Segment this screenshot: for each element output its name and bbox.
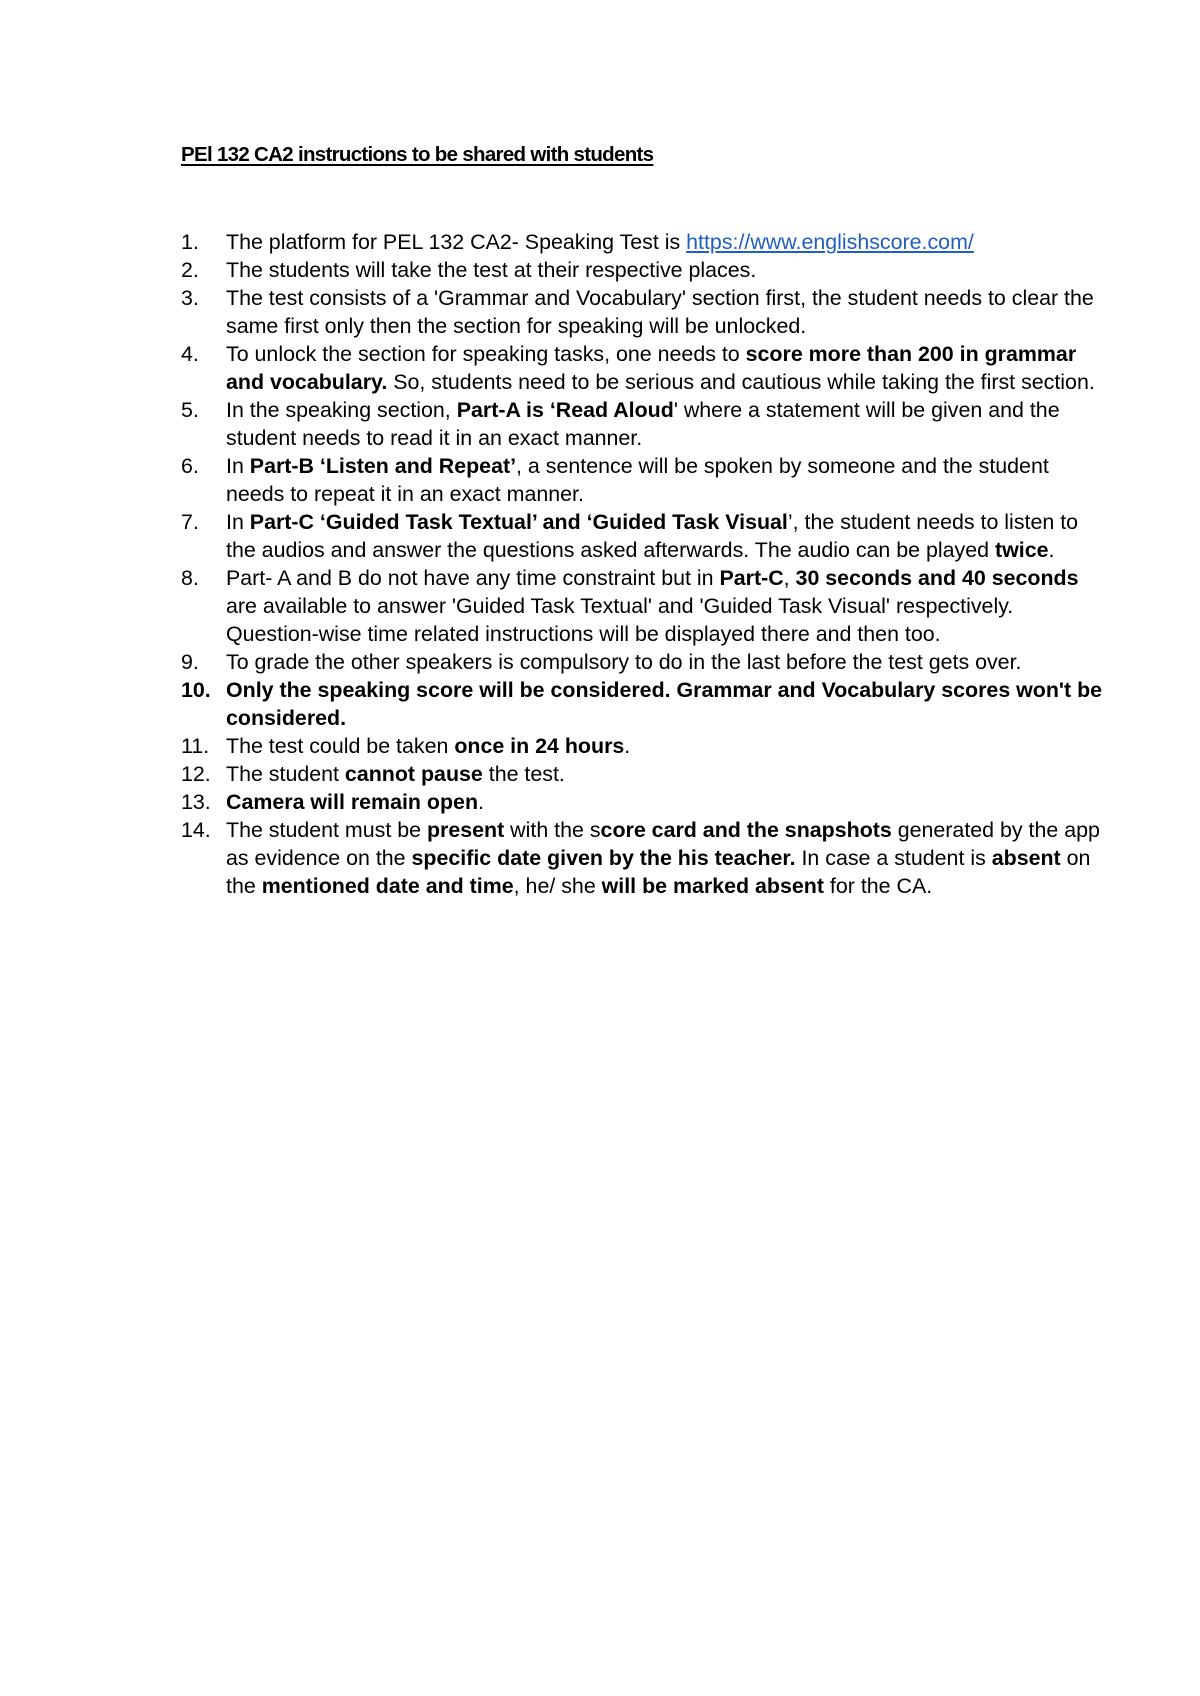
- instruction-number: 2.: [181, 258, 199, 282]
- document-title: PEl 132 CA2 instructions to be shared with students: [181, 143, 654, 166]
- text-segment: To grade the other speakers is compulsory to do in the last before the test gets over.: [226, 650, 1022, 674]
- instruction-number: 1.: [181, 230, 199, 254]
- text-segment: with the s: [504, 818, 601, 842]
- instruction-text: [226, 734, 630, 758]
- bold-text: twice: [995, 538, 1049, 562]
- instruction-number: 7.: [181, 510, 199, 534]
- bold-text: mentioned date and time: [261, 874, 514, 898]
- text-segment: .: [1048, 538, 1055, 562]
- bold-text: will be marked absent: [601, 874, 824, 898]
- text-segment: ’, the student needs to listen to the audios and answer the questions asked afterwards. The audio can be played: [226, 510, 1079, 562]
- text-segment: ,: [783, 566, 796, 590]
- instruction-item: [181, 452, 1111, 508]
- bold-text: Camera will remain open: [226, 790, 479, 814]
- bold-text: core card and the snapshots: [600, 818, 892, 842]
- instruction-text: [226, 762, 565, 786]
- text-segment: generated by the app as evidence on the: [226, 818, 1100, 870]
- instruction-text: [226, 286, 1094, 338]
- text-segment: The test consists of a 'Grammar and Vocabulary' section first, the student needs to clear the same first only then the section for speaking will be unlocked.: [226, 286, 1094, 338]
- instruction-item: [181, 788, 1111, 816]
- bold-text: Only the speaking score will be considered. Grammar and Vocabulary scores won't be considered.: [226, 678, 1103, 730]
- text-segment: The student: [226, 762, 345, 786]
- text-segment: In: [226, 454, 250, 478]
- text-segment: Part- A and B do not have any time constraint but in: [226, 566, 720, 590]
- instruction-text: [226, 566, 1079, 646]
- instruction-number: 14.: [181, 818, 211, 842]
- text-segment: are available to answer 'Guided Task Textual' and 'Guided Task Visual' respectively. Question-wise time related instructions will be displayed there and then too.: [226, 594, 1014, 646]
- instruction-item: [181, 340, 1111, 396]
- bold-text: score more than 200 in grammar and vocabulary.: [226, 342, 1077, 394]
- text-segment: for the CA.: [823, 874, 933, 898]
- bold-text: specific date given by the his teacher.: [411, 846, 796, 870]
- instruction-number: 4.: [181, 342, 199, 366]
- instruction-item: [181, 284, 1111, 340]
- bold-text: Part-B ‘Listen and Repeat’: [249, 454, 517, 478]
- text-segment: .: [478, 790, 484, 814]
- instruction-item: [181, 648, 1111, 676]
- instruction-item: [181, 256, 1111, 284]
- instruction-number: 5.: [181, 398, 199, 422]
- bold-text: cannot pause: [344, 762, 483, 786]
- text-segment: , he/ she: [513, 874, 602, 898]
- instruction-text: [226, 678, 1102, 730]
- text-segment: In the speaking section,: [226, 398, 457, 422]
- text-segment: The platform for PEL 132 CA2- Speaking Test is: [226, 230, 687, 254]
- text-segment: on the: [226, 846, 1091, 898]
- instruction-item: [181, 564, 1111, 648]
- text-segment: , a sentence will be spoken by someone and the student needs to repeat it in an exact manner.: [226, 454, 1049, 506]
- instruction-number: 13.: [181, 790, 211, 814]
- instruction-text: [226, 790, 484, 814]
- text-segment: The student must be: [226, 818, 427, 842]
- bold-text: once in 24 hours: [454, 734, 625, 758]
- instruction-text: [226, 230, 974, 254]
- text-segment: In: [226, 510, 250, 534]
- text-segment: The students will take the test at their respective places.: [226, 258, 757, 282]
- instruction-number: 3.: [181, 286, 199, 310]
- instruction-number: 8.: [181, 566, 199, 590]
- bold-text: Part-C ‘Guided Task Textual’ and ‘Guided Task Visual: [249, 510, 788, 534]
- text-segment: In case a student is: [795, 846, 992, 870]
- bold-text: Part-A is ‘Read Aloud: [456, 398, 674, 422]
- instruction-item: [181, 760, 1111, 788]
- instruction-item: [181, 816, 1111, 900]
- instruction-text: [226, 258, 756, 282]
- text-segment: the test.: [482, 762, 565, 786]
- instructions-list: [181, 228, 1111, 900]
- bold-text: Part-C: [719, 566, 784, 590]
- instruction-number: 11.: [181, 734, 210, 758]
- instruction-text: [226, 398, 1060, 450]
- bold-text: absent: [991, 846, 1061, 870]
- instruction-number: 9.: [181, 650, 199, 674]
- instruction-text: [226, 650, 1021, 674]
- instruction-text: [226, 342, 1095, 394]
- instruction-item: [181, 228, 1111, 256]
- text-segment: ' where a statement will be given and the student needs to read it in an exact manner.: [226, 398, 1060, 450]
- text-segment: So, students need to be serious and cautious while taking the first section.: [387, 370, 1095, 394]
- instruction-number: 12.: [181, 762, 211, 786]
- bold-text: 30 seconds and 40 seconds: [795, 566, 1079, 590]
- text-segment: .: [624, 734, 631, 758]
- instruction-number: 10.: [181, 678, 211, 702]
- bold-text: present: [426, 818, 505, 842]
- instruction-text: [226, 818, 1100, 898]
- instruction-item: [181, 676, 1111, 732]
- instruction-number: 6.: [181, 454, 199, 478]
- instruction-text: [226, 454, 1049, 506]
- text-segment: The test could be taken: [226, 734, 455, 758]
- instruction-item: [181, 732, 1111, 760]
- text-segment: To unlock the section for speaking tasks, one needs to: [226, 342, 746, 366]
- instruction-item: [181, 508, 1111, 564]
- platform-link[interactable]: https://www.englishscore.com/: [686, 230, 974, 254]
- instruction-text: [226, 510, 1078, 562]
- instruction-item: [181, 396, 1111, 452]
